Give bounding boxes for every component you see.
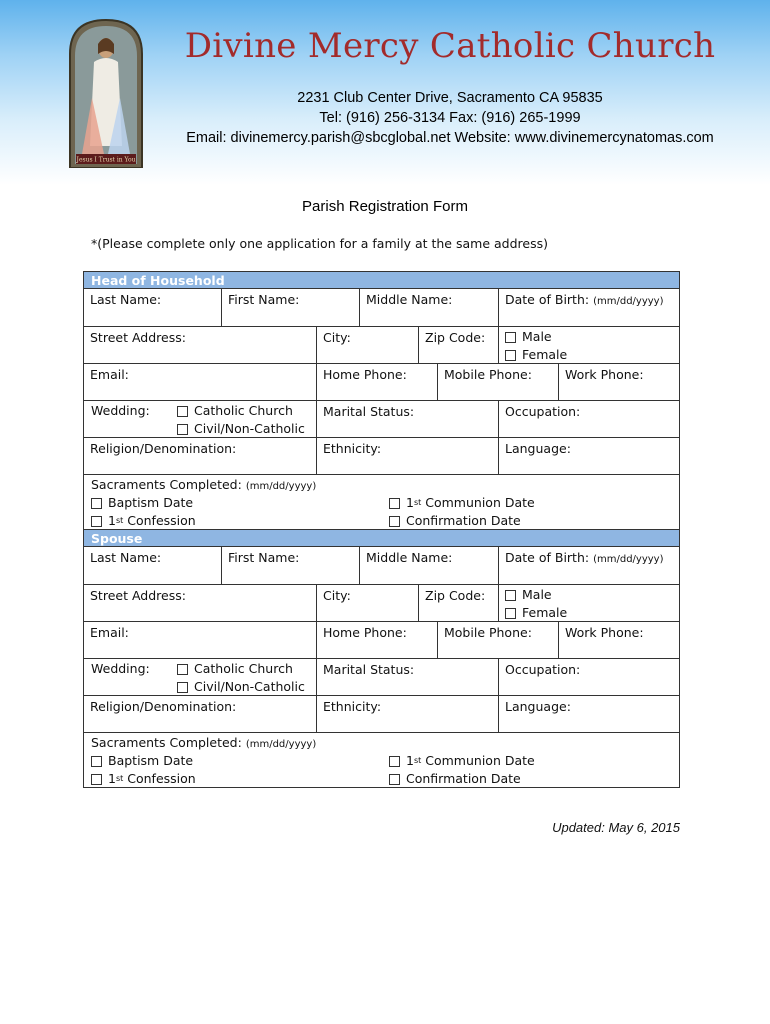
civil-label: Civil/Non-Catholic <box>194 679 305 694</box>
checkbox-icon[interactable] <box>177 406 188 417</box>
spouse-wedding-group <box>83 658 317 696</box>
head-female-option[interactable] <box>505 346 673 364</box>
head-catholic-church-option[interactable] <box>177 402 293 420</box>
spouse-zip-field[interactable] <box>418 584 499 622</box>
head-religion-field[interactable] <box>83 437 317 475</box>
zip-label: Zip Code: <box>425 330 486 345</box>
head-marital-status-field[interactable] <box>316 400 499 438</box>
head-language-field[interactable] <box>498 437 680 475</box>
confirmation-label: Confirmation Date <box>406 771 521 786</box>
last-name-label: Last Name: <box>90 550 162 565</box>
dob-hint: (mm/dd/yyyy) <box>593 554 664 565</box>
civil-label: Civil/Non-Catholic <box>194 421 305 436</box>
church-phones: Tel: (916) 256-3134 Fax: (916) 265-1999 <box>319 110 581 126</box>
communion-label: Communion Date <box>425 753 535 768</box>
first-name-label: First Name: <box>228 292 300 307</box>
home-phone-label: Home Phone: <box>323 367 407 382</box>
checkbox-icon[interactable] <box>389 774 400 785</box>
checkbox-icon[interactable] <box>505 608 516 619</box>
checkbox-icon[interactable] <box>91 756 102 767</box>
spouse-email-field[interactable] <box>83 621 317 659</box>
head-confession-option[interactable]: 1 st Confession <box>91 512 196 530</box>
middle-name-label: Middle Name: <box>366 550 453 565</box>
checkbox-icon[interactable] <box>177 664 188 675</box>
checkbox-icon[interactable] <box>505 350 516 361</box>
head-city-field[interactable] <box>316 326 419 364</box>
spouse-confirmation-option[interactable] <box>389 770 521 788</box>
marital-status-label: Marital Status: <box>323 662 415 677</box>
head-work-phone-field[interactable] <box>558 363 680 401</box>
head-occupation-field[interactable] <box>498 400 680 438</box>
head-confirmation-option[interactable] <box>389 512 521 530</box>
spouse-sacraments-group <box>83 732 680 788</box>
dob-hint: (mm/dd/yyyy) <box>593 296 664 307</box>
confession-label: Confession <box>127 771 196 786</box>
communion-label: Communion Date <box>425 495 535 510</box>
head-dob-field[interactable] <box>498 288 680 327</box>
email-label: Email: <box>90 367 129 382</box>
spouse-civil-option[interactable] <box>177 678 305 696</box>
spouse-mobile-phone-field[interactable] <box>437 621 559 659</box>
form-note: *(Please complete only one application for a family at the same address) <box>91 236 548 251</box>
head-first-name-field[interactable] <box>221 288 360 327</box>
first-name-label: First Name: <box>228 550 300 565</box>
checkbox-icon[interactable] <box>91 516 102 527</box>
wedding-label: Wedding: <box>91 403 150 418</box>
checkbox-icon[interactable] <box>505 332 516 343</box>
spouse-confession-option[interactable]: 1 st Confession <box>91 770 196 788</box>
marital-status-label: Marital Status: <box>323 404 415 419</box>
spouse-first-name-field[interactable] <box>221 546 360 585</box>
checkbox-icon[interactable] <box>389 756 400 767</box>
spouse-last-name-field[interactable] <box>83 546 222 585</box>
street-label: Street Address: <box>90 588 186 603</box>
sacraments-label: Sacraments Completed: (mm/dd/yyyy) <box>91 477 317 492</box>
spouse-catholic-church-option[interactable] <box>177 660 293 678</box>
confession-label: Confession <box>127 513 196 528</box>
wedding-label: Wedding: <box>91 661 150 676</box>
head-gender-group <box>498 326 680 364</box>
catholic-church-label: Catholic Church <box>194 661 293 676</box>
spouse-city-field[interactable] <box>316 584 419 622</box>
checkbox-icon[interactable] <box>389 516 400 527</box>
checkbox-icon[interactable] <box>177 682 188 693</box>
city-label: City: <box>323 330 351 345</box>
spouse-marital-status-field[interactable] <box>316 658 499 696</box>
work-phone-label: Work Phone: <box>565 367 644 382</box>
baptism-label: Baptism Date <box>108 495 194 510</box>
occupation-label: Occupation: <box>505 662 581 677</box>
language-label: Language: <box>505 441 571 456</box>
head-street-field[interactable] <box>83 326 317 364</box>
spouse-work-phone-field[interactable] <box>558 621 680 659</box>
checkbox-icon[interactable] <box>505 590 516 601</box>
spouse-gender-group <box>498 584 680 622</box>
dob-label: Date of Birth: <box>505 550 590 565</box>
zip-label: Zip Code: <box>425 588 486 603</box>
mobile-phone-label: Mobile Phone: <box>444 625 532 640</box>
spouse-occupation-field[interactable] <box>498 658 680 696</box>
home-phone-label: Home Phone: <box>323 625 407 640</box>
spouse-language-field[interactable] <box>498 695 680 733</box>
head-last-name-field[interactable] <box>83 288 222 327</box>
religion-label: Religion/Denomination: <box>90 699 237 714</box>
head-wedding-group <box>83 400 317 438</box>
divine-mercy-image <box>68 18 144 168</box>
checkbox-icon[interactable] <box>91 498 102 509</box>
last-name-label: Last Name: <box>90 292 162 307</box>
spouse-ethnicity-field[interactable] <box>316 695 499 733</box>
dob-label: Date of Birth: <box>505 292 590 307</box>
ethnicity-label: Ethnicity: <box>323 699 382 714</box>
head-baptism-option[interactable] <box>91 494 193 512</box>
street-label: Street Address: <box>90 330 186 345</box>
religion-label: Religion/Denomination: <box>90 441 237 456</box>
head-mobile-phone-field[interactable] <box>437 363 559 401</box>
form-title: Parish Registration Form <box>302 198 468 215</box>
mobile-phone-label: Mobile Phone: <box>444 367 532 382</box>
spouse-middle-name-field[interactable] <box>359 546 499 585</box>
logo-caption: Jesus I Trust in You <box>76 156 136 164</box>
checkbox-icon[interactable] <box>389 498 400 509</box>
head-email-field[interactable] <box>83 363 317 401</box>
sacraments-label: Sacraments Completed: (mm/dd/yyyy) <box>91 735 317 750</box>
male-label: Male <box>522 329 552 344</box>
head-home-phone-field[interactable] <box>316 363 438 401</box>
checkbox-icon[interactable] <box>91 774 102 785</box>
head-zip-field[interactable] <box>418 326 499 364</box>
male-label: Male <box>522 587 552 602</box>
middle-name-label: Middle Name: <box>366 292 453 307</box>
head-of-household-header: Head of Household <box>83 271 680 288</box>
occupation-label: Occupation: <box>505 404 581 419</box>
confirmation-label: Confirmation Date <box>406 513 521 528</box>
head-sacraments-group <box>83 474 680 530</box>
head-communion-option[interactable]: 1 st Communion Date <box>389 494 535 512</box>
email-label: Email: <box>90 625 129 640</box>
city-label: City: <box>323 588 351 603</box>
spouse-dob-field[interactable] <box>498 546 680 585</box>
female-label: Female <box>522 605 568 620</box>
head-male-option[interactable] <box>505 328 673 346</box>
female-label: Female <box>522 347 568 362</box>
spouse-header: Spouse <box>83 529 680 546</box>
church-name: Divine Mercy Catholic Church <box>184 26 716 66</box>
baptism-label: Baptism Date <box>108 753 194 768</box>
spouse-religion-field[interactable] <box>83 695 317 733</box>
ethnicity-label: Ethnicity: <box>323 441 382 456</box>
spouse-baptism-option[interactable] <box>91 752 193 770</box>
spouse-home-phone-field[interactable] <box>316 621 438 659</box>
spouse-communion-option[interactable]: 1 st Communion Date <box>389 752 535 770</box>
updated-date: Updated: May 6, 2015 <box>552 820 680 835</box>
language-label: Language: <box>505 699 571 714</box>
head-civil-option[interactable] <box>177 420 305 438</box>
church-address: 2231 Club Center Drive, Sacramento CA 95835 <box>297 90 603 106</box>
spouse-female-option[interactable] <box>505 604 673 622</box>
work-phone-label: Work Phone: <box>565 625 644 640</box>
head-ethnicity-field[interactable] <box>316 437 499 475</box>
catholic-church-label: Catholic Church <box>194 403 293 418</box>
checkbox-icon[interactable] <box>177 424 188 435</box>
spouse-male-option[interactable] <box>505 586 673 604</box>
head-middle-name-field[interactable] <box>359 288 499 327</box>
spouse-street-field[interactable] <box>83 584 317 622</box>
church-contacts: Email: divinemercy.parish@sbcglobal.net Website: www.divinemercynatomas.com <box>186 130 714 146</box>
